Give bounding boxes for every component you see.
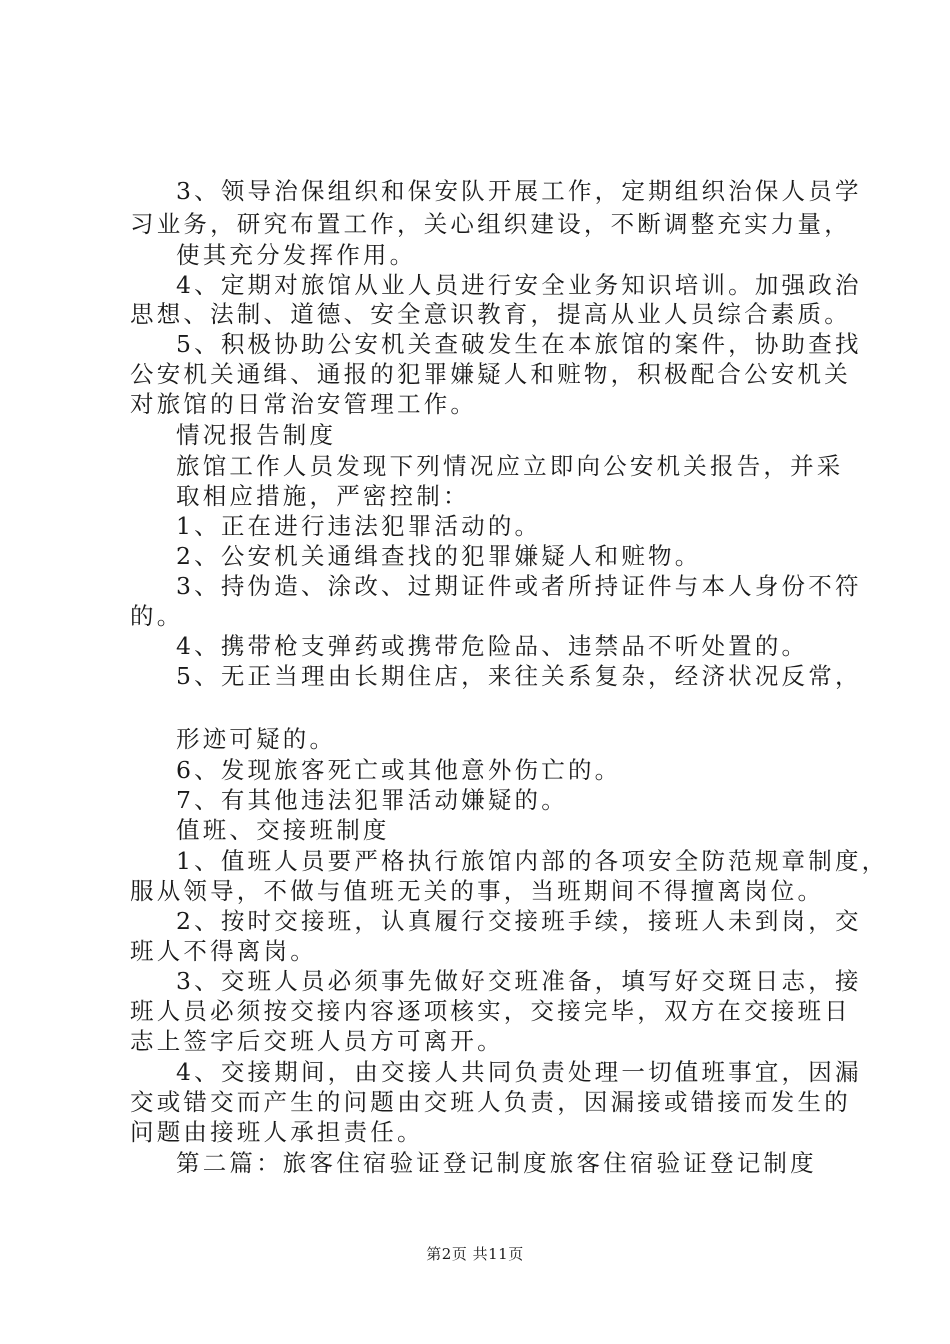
- text-line: 使其充分发挥作用。: [176, 241, 417, 269]
- text-line: 对旅馆的日常治安管理工作。: [130, 390, 478, 418]
- text-line: 5、积极协助公安机关查破发生在本旅馆的案件，协助查找: [176, 330, 862, 358]
- list-item: 6、发现旅客死亡或其他意外伤亡的。: [176, 756, 622, 784]
- text-line: 3、领导治保组织和保安队开展工作，定期组织治保人员学: [176, 177, 862, 205]
- text-line: 旅馆工作人员发现下列情况应立即向公安机关报告，并采: [176, 452, 844, 480]
- section-heading: 情况报告制度: [176, 421, 337, 449]
- text-line: 4、定期对旅馆从业人员进行安全业务知识培训。加强政治: [176, 271, 862, 299]
- text-line: 形迹可疑的。: [176, 725, 337, 753]
- text-line: 4、交接期间，由交接人共同负责处理一切值班事宜，因漏: [176, 1058, 862, 1086]
- text-line: 服从领导，不做与值班无关的事，当班期间不得擅离岗位。: [130, 877, 825, 905]
- text-line: 3、交班人员必须事先做好交班准备，填写好交斑日志，接: [176, 967, 862, 995]
- page-footer: 第2页 共11页: [426, 1245, 524, 1263]
- list-item: 5、无正当理由长期住店，来往关系复杂，经济状况反常，: [176, 662, 862, 690]
- list-item: 3、持伪造、涂改、过期证件或者所持证件与本人身份不符: [176, 572, 862, 600]
- text-line: 问题由接班人承担责任。: [130, 1118, 424, 1146]
- section-heading: 值班、交接班制度: [176, 816, 390, 844]
- text-line: 公安机关通缉、通报的犯罪嫌疑人和赃物，积极配合公安机关: [130, 360, 851, 388]
- chapter-heading: 第二篇：旅客住宿验证登记制度旅客住宿验证登记制度: [176, 1149, 817, 1177]
- text-line: 取相应措施，严密控制：: [176, 482, 470, 510]
- text-line: 班人不得离岗。: [130, 937, 317, 965]
- text-line: 的。: [130, 602, 184, 630]
- list-item: 2、公安机关通缉查找的犯罪嫌疑人和赃物。: [176, 542, 702, 570]
- list-item: 1、正在进行违法犯罪活动的。: [176, 512, 542, 540]
- list-item: 4、携带枪支弹药或携带危险品、违禁品不听处置的。: [176, 632, 809, 660]
- text-line: 习业务，研究布置工作，关心组织建设，不断调整充实力量，: [130, 210, 851, 238]
- text-line: 1、值班人员要严格执行旅馆内部的各项安全防范规章制度，: [176, 847, 889, 875]
- text-line: 交或错交而产生的问题由交班人负责，因漏接或错接而发生的: [130, 1088, 851, 1116]
- text-line: 班人员必须按交接内容逐项核实，交接完毕，双方在交接班日: [130, 997, 851, 1025]
- text-line: 志上签字后交班人员方可离开。: [130, 1027, 504, 1055]
- text-line: 2、按时交接班，认真履行交接班手续，接班人未到岗，交: [176, 907, 862, 935]
- list-item: 7、有其他违法犯罪活动嫌疑的。: [176, 786, 568, 814]
- text-line: 思想、法制、道德、安全意识教育，提高从业人员综合素质。: [130, 300, 851, 328]
